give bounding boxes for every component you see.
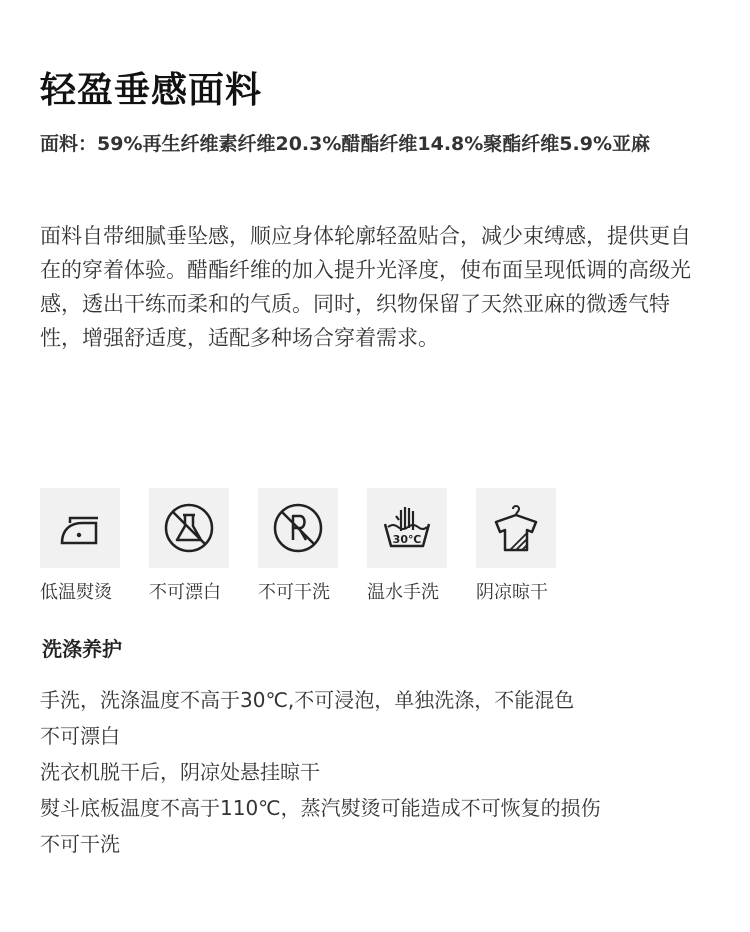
care-instruction-item: 熨斗底板温度不高于110℃，蒸汽熨烫可能造成不可恢复的损伤 bbox=[40, 796, 601, 820]
care-instruction-item: 不可漂白 bbox=[40, 724, 120, 748]
care-icon-label: 低温熨烫 bbox=[40, 582, 112, 603]
care-instruction-item: 手洗，洗涤温度不高于30℃,不可浸泡，单独洗涤，不能混色 bbox=[40, 688, 575, 712]
care-icon-label: 不可干洗 bbox=[258, 582, 330, 603]
care-icon-item bbox=[476, 488, 556, 604]
low-iron-icon bbox=[40, 488, 120, 568]
no-dry-clean-icon bbox=[258, 488, 338, 568]
page-title: 轻盈垂感面料 bbox=[40, 70, 263, 111]
care-icon-item bbox=[258, 488, 338, 604]
fabric-description: 面料自带细腻垂坠感，顺应身体轮廓轻盈贴合，减少束缚感，提供更自在的穿着体验。醋酯纤维的加入提升光泽度，使布面呈现低调的高级光感，透出干练而柔和的气质。同时，织物保留了天然亚麻的微透气特性，增强舒适度，适配多种场合穿着需求。 bbox=[40, 224, 691, 350]
care-icons-row bbox=[40, 488, 556, 604]
care-icon-item bbox=[40, 488, 120, 604]
care-icon-label: 温水手洗 bbox=[367, 582, 439, 603]
care-instructions bbox=[40, 682, 601, 862]
shade-dry-icon bbox=[476, 488, 556, 568]
care-section-title: 洗涤养护 bbox=[42, 637, 122, 661]
care-instruction-item: 洗衣机脱干后，阴凉处悬挂晾干 bbox=[40, 760, 320, 784]
care-icon-label: 阴凉晾干 bbox=[476, 582, 548, 603]
material-composition: 面料：59%再生纤维素纤维20.3%醋酯纤维14.8%聚酯纤维5.9%亚麻 bbox=[40, 133, 651, 155]
care-icon-item bbox=[367, 488, 447, 604]
no-bleach-icon bbox=[149, 488, 229, 568]
hand-wash-icon bbox=[367, 488, 447, 568]
care-instruction-item: 不可干洗 bbox=[40, 832, 120, 856]
care-icon-item bbox=[149, 488, 229, 604]
care-icon-label: 不可漂白 bbox=[149, 582, 221, 603]
wash-temperature: 30℃ bbox=[392, 533, 422, 546]
